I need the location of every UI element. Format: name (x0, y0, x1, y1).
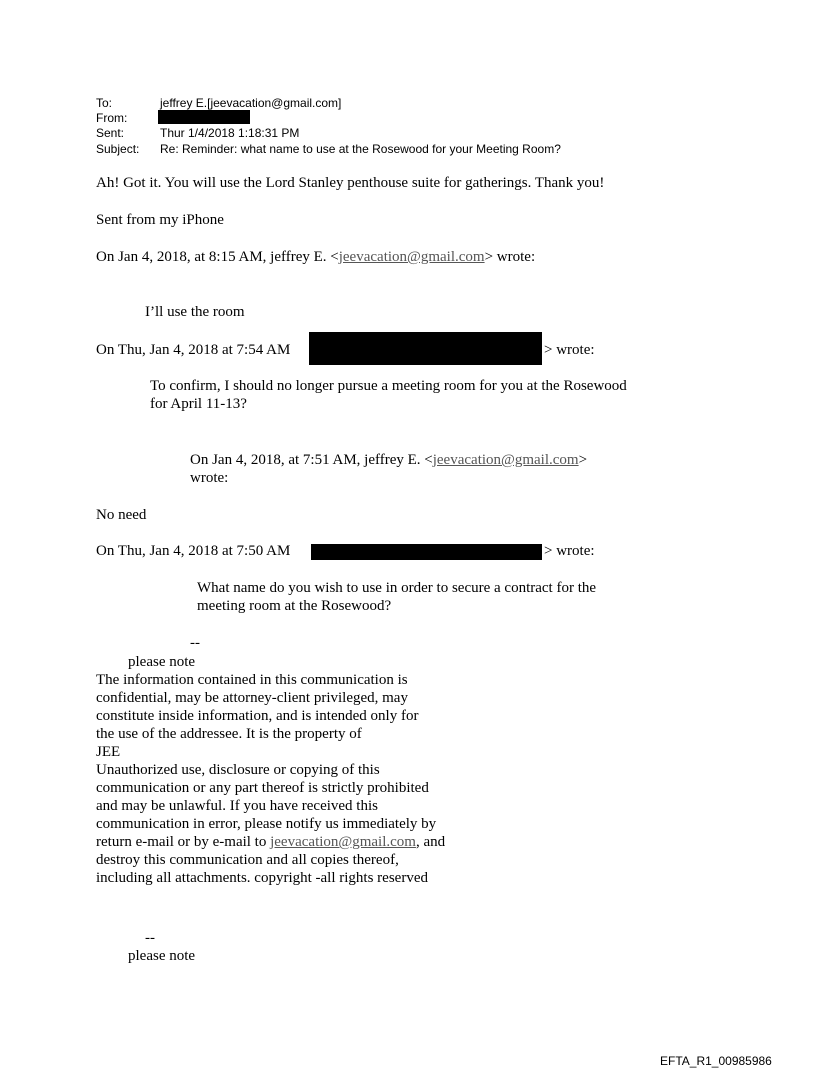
quote4-text-line1: What name do you wish to use in order to secure a contract for the (197, 580, 597, 596)
quote4-outro: > wrote: (544, 543, 595, 559)
disclaimer-line: Unauthorized use, disclosure or copying of this (96, 762, 380, 778)
subject-value: Re: Reminder: what name to use at the Rosewood for your Meeting Room? (160, 142, 561, 156)
disclaimer-line: the use of the addressee. It is the property of (96, 726, 362, 742)
sent-label: Sent: (96, 126, 125, 140)
disclaimer-email-link[interactable]: jeevacation@gmail.com (270, 834, 416, 850)
quote3-email-link[interactable]: jeevacation@gmail.com (432, 452, 579, 468)
quote3-wrote: wrote: (190, 470, 229, 486)
redaction-quote4-sender (311, 544, 542, 560)
disclaimer-email-line (96, 833, 445, 851)
quote1-outro: > wrote: (484, 249, 536, 265)
quote1-intro: On Jan 4, 2018, at 8:15 AM, jeffrey E. < (96, 249, 339, 265)
quote3-text: No need (96, 507, 147, 523)
quote2-text-line1: To confirm, I should no longer pursue a meeting room for you at the Rosewood (150, 378, 627, 394)
disclaimer-line: communication or any part thereof is strictly prohibited (96, 780, 429, 796)
disclaimer-line: destroy this communication and all copies thereof, (96, 852, 399, 868)
subject-label: Subject: (96, 142, 140, 156)
sent-value: Thur 1/4/2018 1:18:31 PM (160, 126, 300, 140)
sig2-dashes: -- (145, 930, 155, 946)
from-label: From: (96, 111, 128, 125)
disclaimer-email-prefix: return e-mail or by e-mail to (96, 834, 271, 850)
disclaimer-line: communication in error, please notify us immediately by (96, 816, 437, 832)
document-id: EFTA_R1_00985986 (660, 1054, 772, 1068)
quote2-intro: On Thu, Jan 4, 2018 at 7:54 AM (96, 342, 291, 358)
sig-note: please note (128, 654, 196, 670)
quote4-intro: On Thu, Jan 4, 2018 at 7:50 AM (96, 543, 291, 559)
quote1-header (96, 248, 535, 266)
quote4-text-line2: meeting room at the Rosewood? (197, 598, 392, 614)
disclaimer-line: including all attachments. copyright -all rights reserved (96, 870, 428, 886)
disclaimer-line: and may be unlawful. If you have received this (96, 798, 378, 814)
quote3-header (190, 451, 587, 469)
quote1-email-link[interactable]: jeevacation@gmail.com (338, 249, 485, 265)
quote3-intro: On Jan 4, 2018, at 7:51 AM, jeffrey E. < (190, 452, 433, 468)
sig2-note: please note (128, 948, 196, 964)
disclaimer-line: The information contained in this communication is (96, 672, 408, 688)
quote2-text-line2: for April 11-13? (150, 396, 247, 412)
quote2-outro: > wrote: (544, 342, 595, 358)
disclaimer-line: constitute inside information, and is intended only for (96, 708, 419, 724)
disclaimer-line: confidential, may be attorney-client privileged, may (96, 690, 408, 706)
disclaimer-email-suffix: , and (415, 834, 446, 850)
to-value: jeffrey E.[jeevacation@gmail.com] (160, 96, 342, 110)
disclaimer-block (96, 671, 445, 887)
disclaimer-line: JEE (96, 744, 121, 760)
to-label: To: (96, 96, 113, 110)
quote1-text: I’ll use the room (145, 304, 245, 320)
reply-main: Ah! Got it. You will use the Lord Stanley penthouse suite for gatherings. Thank you! (96, 175, 605, 191)
sent-from-signature: Sent from my iPhone (96, 212, 224, 228)
quote3-outro: > (578, 452, 588, 468)
sig-dashes: -- (190, 635, 200, 651)
redaction-from (158, 110, 250, 124)
redaction-quote2-sender (309, 332, 542, 365)
